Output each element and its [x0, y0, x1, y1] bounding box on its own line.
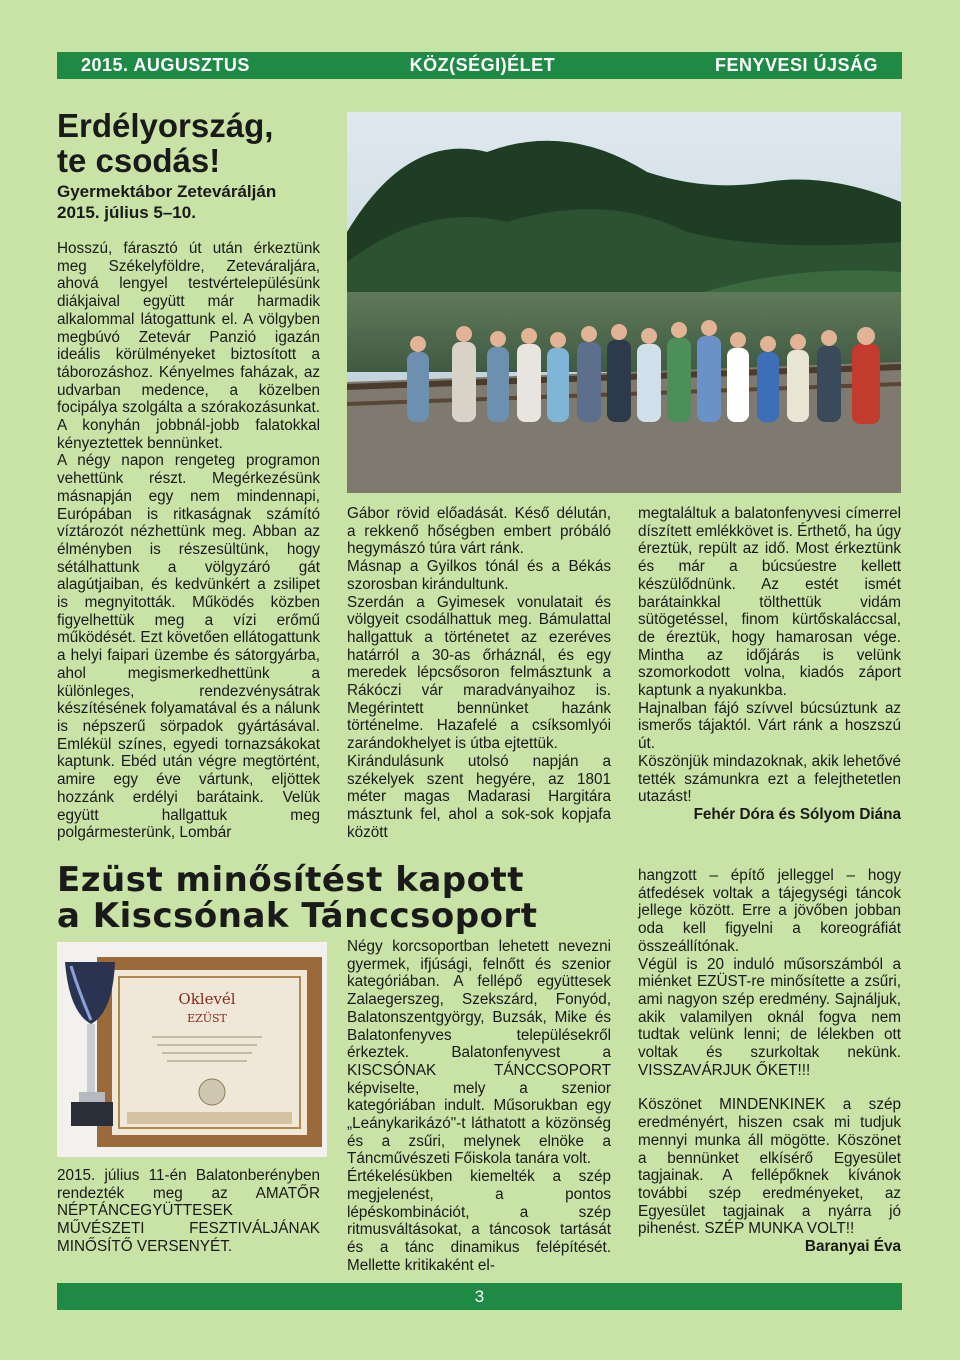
article2-title-line2: a Kiscsónak Tánccsoport [57, 896, 538, 936]
article1-column-1 [57, 240, 320, 842]
article1-title-line2: te csodás! [57, 142, 221, 179]
header-bar [57, 52, 902, 79]
article2-signature: Baranyai Éva [804, 1238, 901, 1256]
article1-col3-p1: megtaláltuk a balatonfenyvesi címerrel díszített emlékkövet is. Érthető, ha úgy éreztük, repült az idő. Most érkeztünk és már a búcsúestre kellett készülődnünk. Az estét ismét barátainkkal tölthettük vidám sütögetéssel, finom kürtőskaláccsal, de éreztük, hogy hamarosan vége. Mintha az időjárás is velünk szomorkodott volna, kiadós záport kaptunk a nyakunkba. [638, 505, 901, 700]
article2-title-line1: Ezüst minősítést kapott [57, 860, 524, 900]
article1-column-3 [638, 505, 901, 824]
article2-column-3 [638, 867, 901, 1256]
article1-subtitle-line1: Gyermektábor Zetevárálján [57, 182, 277, 201]
article1-col2-p1: Gábor rövid előadását. Késő délután, a rekkenő hőségben embert próbáló hegymászó túra várt ránk. [347, 505, 611, 558]
diploma-title: Oklevél [178, 990, 236, 1008]
article1-subtitle-line2: 2015. július 5–10. [57, 203, 196, 222]
article1-signature: Fehér Dóra és Sólyom Diána [693, 805, 901, 823]
page-number: 3 [474, 1286, 485, 1306]
header-date: 2015. AUGUSZTUS [81, 55, 250, 75]
article2-column-1 [57, 1167, 320, 1256]
paragraph-spacer [638, 1079, 901, 1096]
diploma-rank: EZÜST [187, 1012, 227, 1025]
article2-col2-p2: Értékelésükben kiemelték a szép megjelenést, a pontos lépéskombinációt, a szép ritmusváltásokat, a táncosok tartását és a tánc dinamikus felépítését. Mellette kritikaként el- [347, 1168, 611, 1274]
header-paper: FENYVESI ÚJSÁG [714, 55, 878, 75]
article1-col2-p4: Kirándulásunk utolsó napján a székelyek szent hegyére, az 1801 méter magas Madarasi Hargitára másztunk fel, ahol a sok-sok kopjafa között [347, 752, 611, 841]
group-photo [347, 112, 901, 493]
footer-bar [57, 1283, 902, 1310]
article2-col3-p2: Végül is 20 induló műsorszámból a miénket EZÜST-re minősítette a zsűri, ami nagyon szép eredmény. Sajnáljuk, akik valamilyen oknál fogva nem tudtak velünk lenni; de lélekben ott voltak és szurkoltak nekünk. VISSZAVÁRJUK ŐKET!!! [638, 955, 901, 1079]
article1-col3-p3: Köszönjük mindazoknak, akik lehetővé tették számunkra ezt a felejthetetlen utazást! [638, 752, 901, 806]
trophy-diploma-photo [57, 942, 327, 1157]
article2-col3-p3: Köszönet MINDENKINEK a szép eredményért, hiszen csak mi tudjuk mennyi munka áll mögötte. Köszönet a bennünket elkísérő Egyesület tagjainak. A fellépőknek kívánok további szép eredményeket, az Egyesület tagjainak a nyárra jó pihenést. SZÉP MUNKA VOLT!! [638, 1096, 901, 1238]
trophy-diploma-illustration [57, 942, 327, 1157]
article1-column-2 [347, 505, 611, 841]
group-photo-illustration [347, 112, 901, 493]
article1-col3-p2: Hajnalban fájó szívvel búcsúztunk az ismerős tájaktól. Várt ránk a hoszszú út. [638, 699, 901, 753]
article1-col1-p1: Hosszú, fárasztó út után érkeztünk meg Székelyföldre, Zetevárаljára, ahová lengyel testvértelepülésünk diákjaival együtt már harmadik alkalommal látogattunk el. A völgyben megbúvó Zetevár Panzió igazán ideális körülményeket biztosított a táborozáshoz. Kényelmes faházak, az udvarban medence, a közelben focipálya szolgálta a szórakozásunkat. A konyhán jobbnál-jobb falatokkal kényeztettek bennünket. [57, 240, 320, 452]
article2-title [57, 862, 537, 934]
article1-subtitle [57, 181, 276, 223]
article1-col2-p2: Másnap a Gyilkos tónál és a Békás szorosban kirándultunk. [347, 558, 611, 593]
article2-col1-p1: 2015. július 11-én Balatonberényben rendezték meg az AMATŐR NÉPTÁNCEGYÜTTESEK MŰVÉSZETI FESZTIVÁLJÁNAK MINŐSÍTŐ VERSENYÉT. [57, 1167, 320, 1255]
article2-column-2 [347, 938, 611, 1274]
article2-col2-p1: Négy korcsoportban lehetett nevezni gyermek, ifjúsági, felnőtt és szenior kategóriában. A fellépő együttesek Zalaegerszeg, Szekszárd, Fonyód, Balatonszentgyörgy, Buzsák, Mike és Balatonfenyves településekről érkeztek. Balatonfenyvest a KISCSÓNAK TÁNCCSOPORT képviselte, mely a szenior kategóriában indult. Műsorukban egy „Leánykarikázó"-t láthatott a közönség és a zsűri, melynek elnöke a Táncművészeti Főiskola tanára volt. [347, 938, 611, 1168]
article1-col1-p2: A négy napon rengeteg programon vehettünk részt. Megérkezésünk másnapján egy nem mindennapi, Európában is ritkaságnak számító víztározót nézhettünk meg. Abban az élményben is részesültünk, hogy sétálhattunk a völgyzáró gát alagútjaiban, és kedvünkért a zsilipet is megnyitották. Működés közben figyelhettük meg a vízi erőmű működését. Ezt követően ellátogattunk a helyi faipari üzembe és sátorgyárba, ahol megismerkedhettünk a különleges, rendezvénysátrak készítésének folyamatával és a nálunk is népszerű sörpadok gyártásával. Emlékül színes, egyedi tornazsákokat kaptunk. Ebéd után végre megtörtént, amire egy éve vártunk, eljöttek hozzánk erdélyi barátaink. Velük együtt hallgattuk meg polgármesterünk, Lombár [57, 452, 320, 842]
article1-title [57, 108, 273, 178]
header-section: KÖZ(SÉGI)ÉLET [409, 55, 556, 75]
article2-col3-p1: hangzott – építő jelleggel – hogy átfedések voltak a tájegységi táncok jellege között. Erre a jövőben jobban oda kell figyelni a koreográfiát összeállítónak. [638, 867, 901, 955]
article1-title-line1: Erdélyország, [57, 107, 274, 144]
article1-col2-p3: Szerdán a Gyimesek vonulatait és völgyeit csodálhattuk meg. Bámulattal hallgattuk a történetet az ezeréves határról a 30-as őrháznál, és egy meredek lépcsősoron felmásztunk a Rákóczi vár maradványaihoz is. Megérintett bennünket hazánk történelme. Hazafelé a csíksomlyói zarándokhelyet is útba ejtettük. [347, 593, 611, 753]
